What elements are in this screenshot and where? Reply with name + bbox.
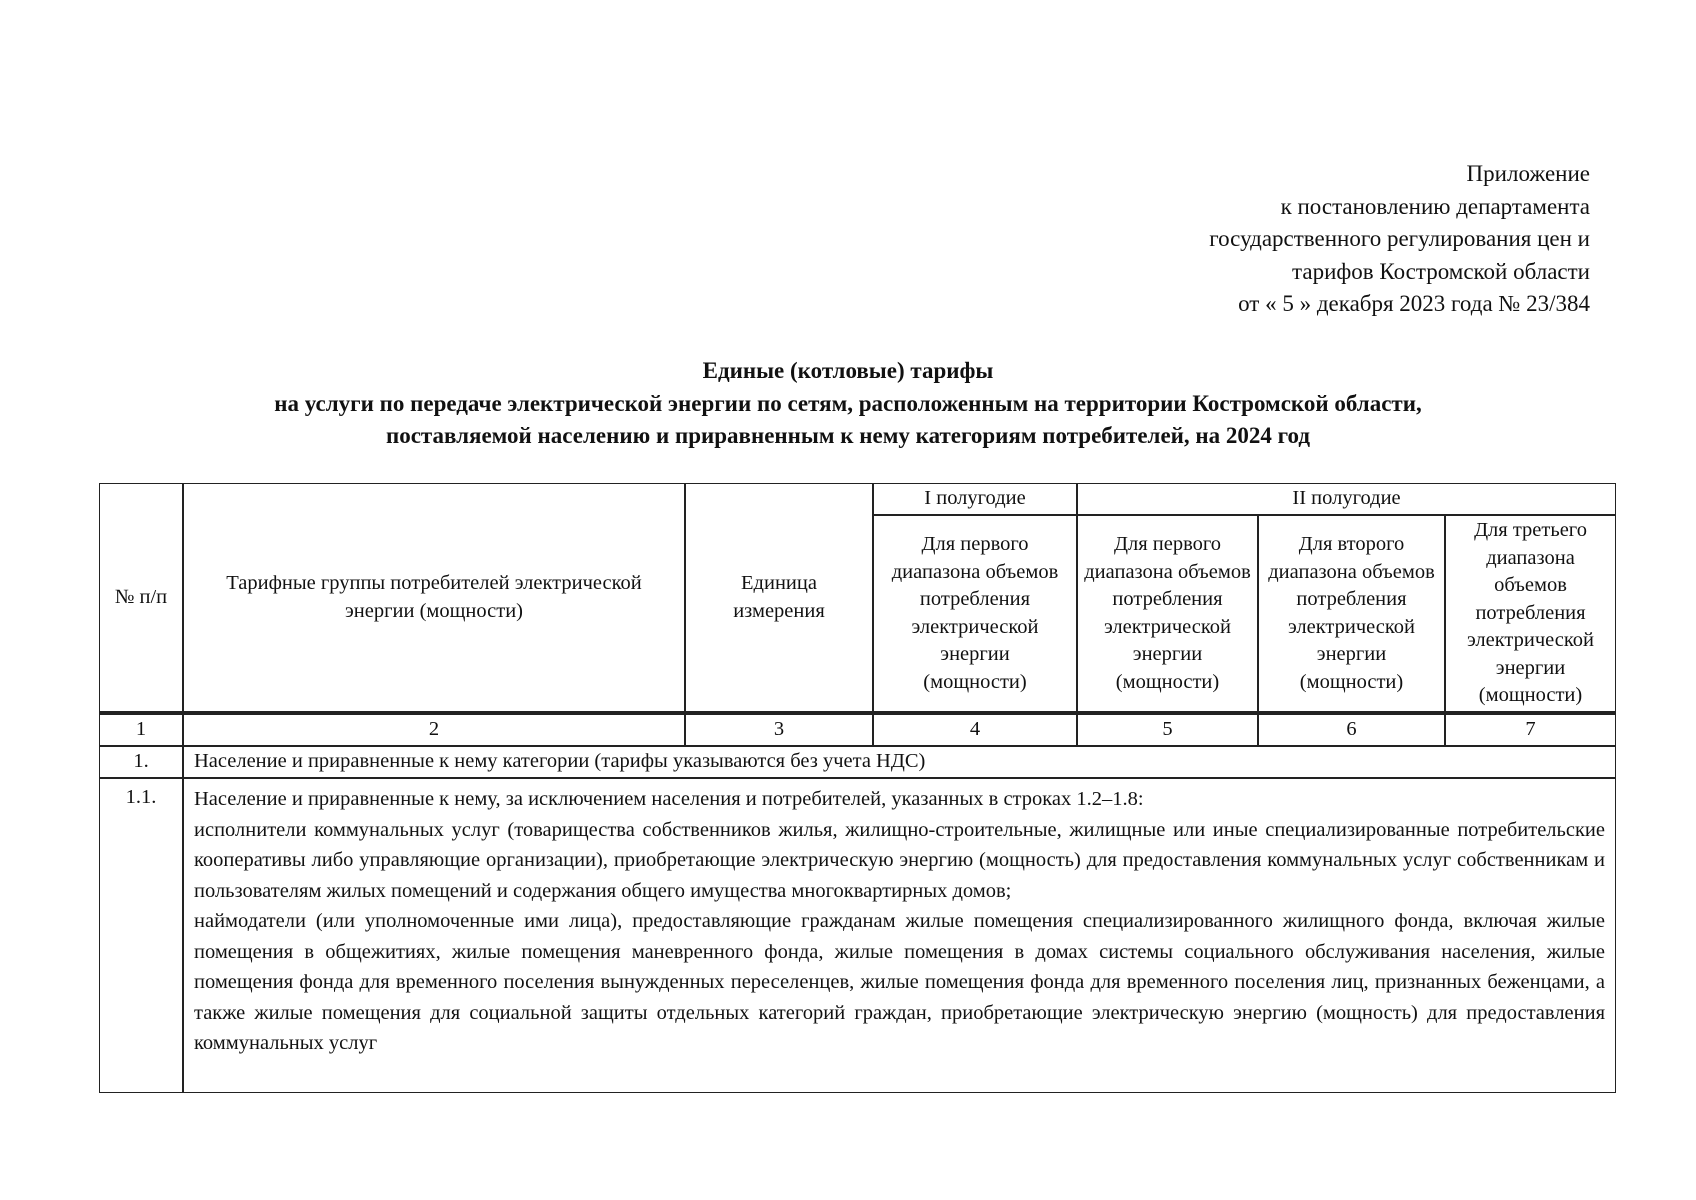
table-row (99, 778, 1616, 1093)
header-row-top (99, 483, 1616, 515)
row-text (183, 778, 1616, 1093)
appendix-header (1209, 158, 1590, 321)
header-unit: Единица измерения (685, 483, 873, 712)
tariff-table (99, 483, 1616, 1093)
header-num: № п/п (99, 483, 183, 712)
appendix-line-4: тарифов Костромской области (1292, 258, 1590, 284)
col-number-4: 4 (873, 712, 1077, 746)
col-number-7: 7 (1445, 712, 1616, 746)
header-col6: Для второго диапазона объемов потребления электрической энергии (мощности) (1258, 515, 1445, 712)
header-half2: II полугодие (1077, 483, 1616, 515)
row-paragraph: наймодатели (или уполномоченные ими лица), предоставляющие гражданам жилые помещения специализированного жилищного фонда, включая жилые помещения в общежитиях, жилые помещения маневренного фонда, жилые помещения в домах системы социального обслуживания населения, жилые помещения фонда для временного поселения вынужденных переселенцев, жилые помещения фонда для временного поселения лиц, признанных беженцами, а также жилые помещения для социальной защиты отдельных категорий граждан, приобретающие электрическую энергию (мощность) для предоставления коммунальных услуг (194, 910, 1606, 1054)
col-number-3: 3 (685, 712, 873, 746)
header-col7: Для третьего диапазона объемов потребления электрической энергии (мощности) (1445, 515, 1616, 712)
col-number-5: 5 (1077, 712, 1258, 746)
header-col4: Для первого диапазона объемов потребления электрической энергии (мощности) (873, 515, 1077, 712)
title-line-2: на услуги по передаче электрической энергии по сетям, расположенным на территории Костромской области, (274, 390, 1422, 416)
table-row (99, 746, 1616, 778)
appendix-line-3: государственного регулирования цен и (1209, 226, 1590, 251)
appendix-line-1: Приложение (1466, 161, 1590, 186)
title-line-3: поставляемой населению и приравненным к нему категориям потребителей, на 2024 год (385, 423, 1311, 448)
header-groups: Тарифные группы потребителей электрической энергии (мощности) (183, 483, 685, 712)
col-number-1: 1 (99, 712, 183, 746)
header-col5: Для первого диапазона объемов потребления электрической энергии (мощности) (1077, 515, 1258, 712)
row-text: Население и приравненные к нему категории (тарифы указываются без учета НДС) (183, 746, 1616, 778)
row-number: 1. (99, 746, 183, 778)
header-half1: I полугодие (873, 483, 1077, 515)
appendix-line-5: от « 5 » декабря 2023 года № 23/384 (1238, 291, 1590, 316)
appendix-line-2: к постановлению департамента (1280, 193, 1590, 219)
col-number-2: 2 (183, 712, 685, 746)
row-paragraph: исполнители коммунальных услуг (товарищества собственников жилья, жилищно-строительные, жилищные или иные специализированные потребительские кооперативы либо управляющие организации), приобретающие электрическую энергию (мощность) для предоставления коммунальных услуг собственникам и пользователям жилых помещений и содержания общего имущества многоквартирных домов; (194, 818, 1606, 902)
row-number: 1.1. (99, 778, 183, 1093)
column-numbers-row (99, 712, 1616, 746)
row-paragraph: Население и приравненные к нему, за исключением населения и потребителей, указанных в строках 1.2–1.8: (194, 788, 1144, 810)
document-title (0, 355, 1696, 453)
col-number-6: 6 (1258, 712, 1445, 746)
title-line-1: Единые (котловые) тарифы (702, 358, 994, 383)
